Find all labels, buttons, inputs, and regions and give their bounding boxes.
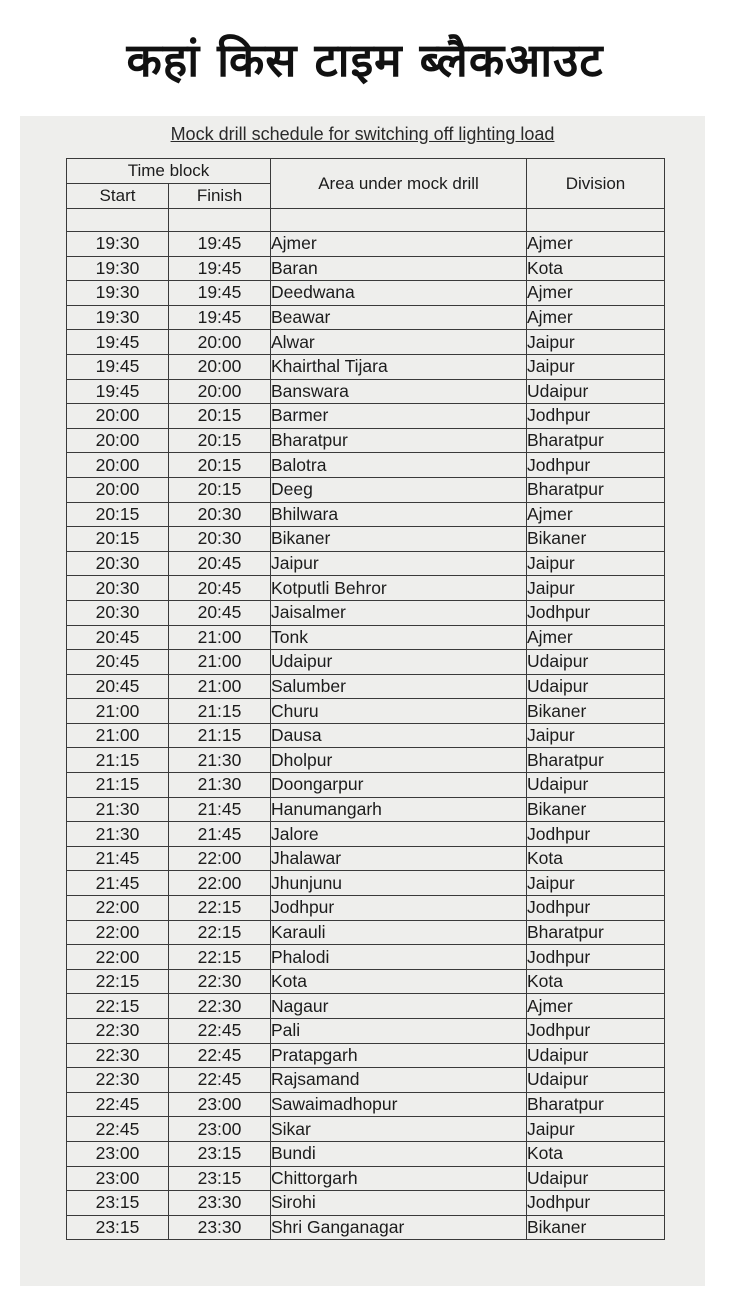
start-time-cell: 19:30 [67,281,169,306]
finish-time-cell: 20:45 [169,600,271,625]
table-row [67,404,665,429]
start-time-cell: 21:45 [67,846,169,871]
finish-time-cell: 20:45 [169,551,271,576]
area-cell: Jodhpur [271,896,527,921]
division-cell: Bharatpur [527,920,665,945]
table-row [67,379,665,404]
division-cell: Bikaner [527,797,665,822]
area-cell: Sikar [271,1117,527,1142]
table-row [67,330,665,355]
table-row [67,846,665,871]
division-cell: Udaipur [527,674,665,699]
spacer-cell [67,209,169,232]
spacer-row [67,209,665,232]
finish-time-cell: 20:30 [169,527,271,552]
division-cell: Udaipur [527,773,665,798]
finish-time-cell: 20:15 [169,404,271,429]
start-time-cell: 22:15 [67,969,169,994]
table-row [67,723,665,748]
finish-time-cell: 22:15 [169,920,271,945]
division-cell: Ajmer [527,502,665,527]
start-time-cell: 20:45 [67,625,169,650]
area-cell: Deedwana [271,281,527,306]
finish-time-cell: 22:15 [169,945,271,970]
schedule-document [20,116,705,1286]
table-row [67,748,665,773]
finish-time-cell: 23:15 [169,1141,271,1166]
finish-time-cell: 22:45 [169,1043,271,1068]
table-row [67,354,665,379]
area-cell: Kota [271,969,527,994]
division-cell: Jodhpur [527,1191,665,1216]
start-time-cell: 20:00 [67,404,169,429]
table-row [67,1215,665,1240]
area-cell: Phalodi [271,945,527,970]
area-cell: Hanumangarh [271,797,527,822]
start-time-cell: 22:30 [67,1068,169,1093]
finish-time-cell: 21:45 [169,797,271,822]
table-row [67,822,665,847]
area-cell: Balotra [271,453,527,478]
division-cell: Kota [527,846,665,871]
table-row [67,1117,665,1142]
schedule-body [67,209,665,1240]
area-cell: Bharatpur [271,428,527,453]
area-cell: Jhunjunu [271,871,527,896]
start-time-cell: 22:00 [67,896,169,921]
finish-time-cell: 23:00 [169,1117,271,1142]
start-time-cell: 20:45 [67,650,169,675]
table-row [67,477,665,502]
finish-time-cell: 19:45 [169,256,271,281]
table-row [67,1019,665,1044]
start-time-cell: 19:30 [67,305,169,330]
finish-time-cell: 19:45 [169,281,271,306]
area-cell: Udaipur [271,650,527,675]
area-cell: Alwar [271,330,527,355]
finish-time-cell: 23:15 [169,1166,271,1191]
division-cell: Bikaner [527,699,665,724]
finish-time-cell: 22:00 [169,846,271,871]
division-cell: Udaipur [527,650,665,675]
area-cell: Deeg [271,477,527,502]
finish-time-cell: 21:30 [169,773,271,798]
document-title: Mock drill schedule for switching off lighting load [170,124,555,144]
start-header: Start [67,184,169,209]
start-time-cell: 23:00 [67,1166,169,1191]
division-cell: Kota [527,256,665,281]
table-row [67,600,665,625]
finish-time-cell: 20:45 [169,576,271,601]
area-header: Area under mock drill [271,159,527,209]
table-row [67,896,665,921]
table-row [67,1068,665,1093]
start-time-cell: 19:45 [67,379,169,404]
division-cell: Jodhpur [527,404,665,429]
table-row [67,1043,665,1068]
start-time-cell: 22:00 [67,920,169,945]
start-time-cell: 20:30 [67,600,169,625]
area-cell: Bundi [271,1141,527,1166]
area-cell: Bhilwara [271,502,527,527]
division-cell: Udaipur [527,1068,665,1093]
start-time-cell: 21:00 [67,699,169,724]
area-cell: Bikaner [271,527,527,552]
area-cell: Salumber [271,674,527,699]
division-cell: Bharatpur [527,748,665,773]
table-row [67,699,665,724]
area-cell: Jaisalmer [271,600,527,625]
start-time-cell: 19:45 [67,354,169,379]
start-time-cell: 22:30 [67,1019,169,1044]
division-cell: Ajmer [527,625,665,650]
division-cell: Jaipur [527,1117,665,1142]
start-time-cell: 22:45 [67,1117,169,1142]
finish-time-cell: 19:45 [169,305,271,330]
start-time-cell: 21:30 [67,797,169,822]
start-time-cell: 21:15 [67,748,169,773]
area-cell: Jalore [271,822,527,847]
finish-time-cell: 23:00 [169,1092,271,1117]
table-row [67,1191,665,1216]
area-cell: Churu [271,699,527,724]
division-cell: Jodhpur [527,822,665,847]
division-cell: Jaipur [527,723,665,748]
finish-time-cell: 21:15 [169,699,271,724]
area-cell: Rajsamand [271,1068,527,1093]
start-time-cell: 21:30 [67,822,169,847]
division-header: Division [527,159,665,209]
division-cell: Udaipur [527,1166,665,1191]
finish-time-cell: 22:30 [169,969,271,994]
finish-time-cell: 22:45 [169,1068,271,1093]
start-time-cell: 20:45 [67,674,169,699]
division-cell: Ajmer [527,232,665,257]
finish-time-cell: 23:30 [169,1191,271,1216]
area-cell: Sirohi [271,1191,527,1216]
division-cell: Jaipur [527,354,665,379]
table-row [67,256,665,281]
division-cell: Jodhpur [527,1019,665,1044]
finish-time-cell: 21:45 [169,822,271,847]
table-row [67,625,665,650]
start-time-cell: 23:15 [67,1215,169,1240]
area-cell: Sawaimadhopur [271,1092,527,1117]
table-row [67,773,665,798]
area-cell: Pali [271,1019,527,1044]
division-cell: Bharatpur [527,1092,665,1117]
division-cell: Ajmer [527,994,665,1019]
start-time-cell: 21:00 [67,723,169,748]
finish-time-cell: 20:15 [169,477,271,502]
area-cell: Beawar [271,305,527,330]
division-cell: Kota [527,969,665,994]
table-row [67,281,665,306]
table-row [67,797,665,822]
finish-time-cell: 21:30 [169,748,271,773]
spacer-cell [271,209,527,232]
start-time-cell: 20:30 [67,576,169,601]
division-cell: Jodhpur [527,945,665,970]
area-cell: Dausa [271,723,527,748]
start-time-cell: 20:30 [67,551,169,576]
start-time-cell: 20:00 [67,477,169,502]
division-cell: Kota [527,1141,665,1166]
table-row [67,502,665,527]
table-row [67,871,665,896]
start-time-cell: 22:00 [67,945,169,970]
area-cell: Dholpur [271,748,527,773]
finish-time-cell: 22:30 [169,994,271,1019]
start-time-cell: 20:15 [67,502,169,527]
schedule-table [66,158,665,1240]
area-cell: Jaipur [271,551,527,576]
division-cell: Bikaner [527,527,665,552]
table-row [67,576,665,601]
start-time-cell: 21:45 [67,871,169,896]
start-time-cell: 22:30 [67,1043,169,1068]
table-row [67,453,665,478]
table-row [67,945,665,970]
table-row [67,674,665,699]
finish-time-cell: 21:00 [169,674,271,699]
area-cell: Banswara [271,379,527,404]
table-row [67,1092,665,1117]
finish-time-cell: 21:15 [169,723,271,748]
table-row [67,428,665,453]
finish-time-cell: 20:15 [169,453,271,478]
area-cell: Karauli [271,920,527,945]
area-cell: Nagaur [271,994,527,1019]
area-cell: Khairthal Tijara [271,354,527,379]
table-row [67,305,665,330]
table-row [67,1166,665,1191]
spacer-cell [527,209,665,232]
finish-header: Finish [169,184,271,209]
area-cell: Doongarpur [271,773,527,798]
division-cell: Jaipur [527,330,665,355]
finish-time-cell: 22:00 [169,871,271,896]
start-time-cell: 19:30 [67,256,169,281]
start-time-cell: 20:00 [67,428,169,453]
start-time-cell: 20:00 [67,453,169,478]
division-cell: Jaipur [527,871,665,896]
division-cell: Udaipur [527,379,665,404]
area-cell: Shri Ganganagar [271,1215,527,1240]
finish-time-cell: 20:15 [169,428,271,453]
division-cell: Jodhpur [527,453,665,478]
area-cell: Barmer [271,404,527,429]
area-cell: Tonk [271,625,527,650]
division-cell: Bikaner [527,1215,665,1240]
finish-time-cell: 22:45 [169,1019,271,1044]
finish-time-cell: 22:15 [169,896,271,921]
division-cell: Ajmer [527,281,665,306]
division-cell: Bharatpur [527,428,665,453]
time-block-header: Time block [67,159,271,184]
start-time-cell: 23:00 [67,1141,169,1166]
division-cell: Jodhpur [527,896,665,921]
headline: कहां किस टाइम ब्लैकआउट [126,33,604,87]
table-row [67,920,665,945]
table-row [67,527,665,552]
finish-time-cell: 20:30 [169,502,271,527]
division-cell: Udaipur [527,1043,665,1068]
start-time-cell: 21:15 [67,773,169,798]
spacer-cell [169,209,271,232]
start-time-cell: 22:45 [67,1092,169,1117]
finish-time-cell: 21:00 [169,650,271,675]
area-cell: Jhalawar [271,846,527,871]
header-row-1 [67,159,665,184]
division-cell: Bharatpur [527,477,665,502]
finish-time-cell: 23:30 [169,1215,271,1240]
area-cell: Chittorgarh [271,1166,527,1191]
area-cell: Pratapgarh [271,1043,527,1068]
table-row [67,994,665,1019]
finish-time-cell: 20:00 [169,354,271,379]
start-time-cell: 20:15 [67,527,169,552]
table-row [67,650,665,675]
start-time-cell: 23:15 [67,1191,169,1216]
table-row [67,232,665,257]
table-row [67,1141,665,1166]
finish-time-cell: 20:00 [169,379,271,404]
area-cell: Ajmer [271,232,527,257]
division-cell: Jaipur [527,551,665,576]
table-row [67,551,665,576]
finish-time-cell: 21:00 [169,625,271,650]
finish-time-cell: 20:00 [169,330,271,355]
division-cell: Jodhpur [527,600,665,625]
start-time-cell: 19:30 [67,232,169,257]
start-time-cell: 22:15 [67,994,169,1019]
table-row [67,969,665,994]
division-cell: Ajmer [527,305,665,330]
start-time-cell: 19:45 [67,330,169,355]
finish-time-cell: 19:45 [169,232,271,257]
division-cell: Jaipur [527,576,665,601]
area-cell: Baran [271,256,527,281]
area-cell: Kotputli Behror [271,576,527,601]
